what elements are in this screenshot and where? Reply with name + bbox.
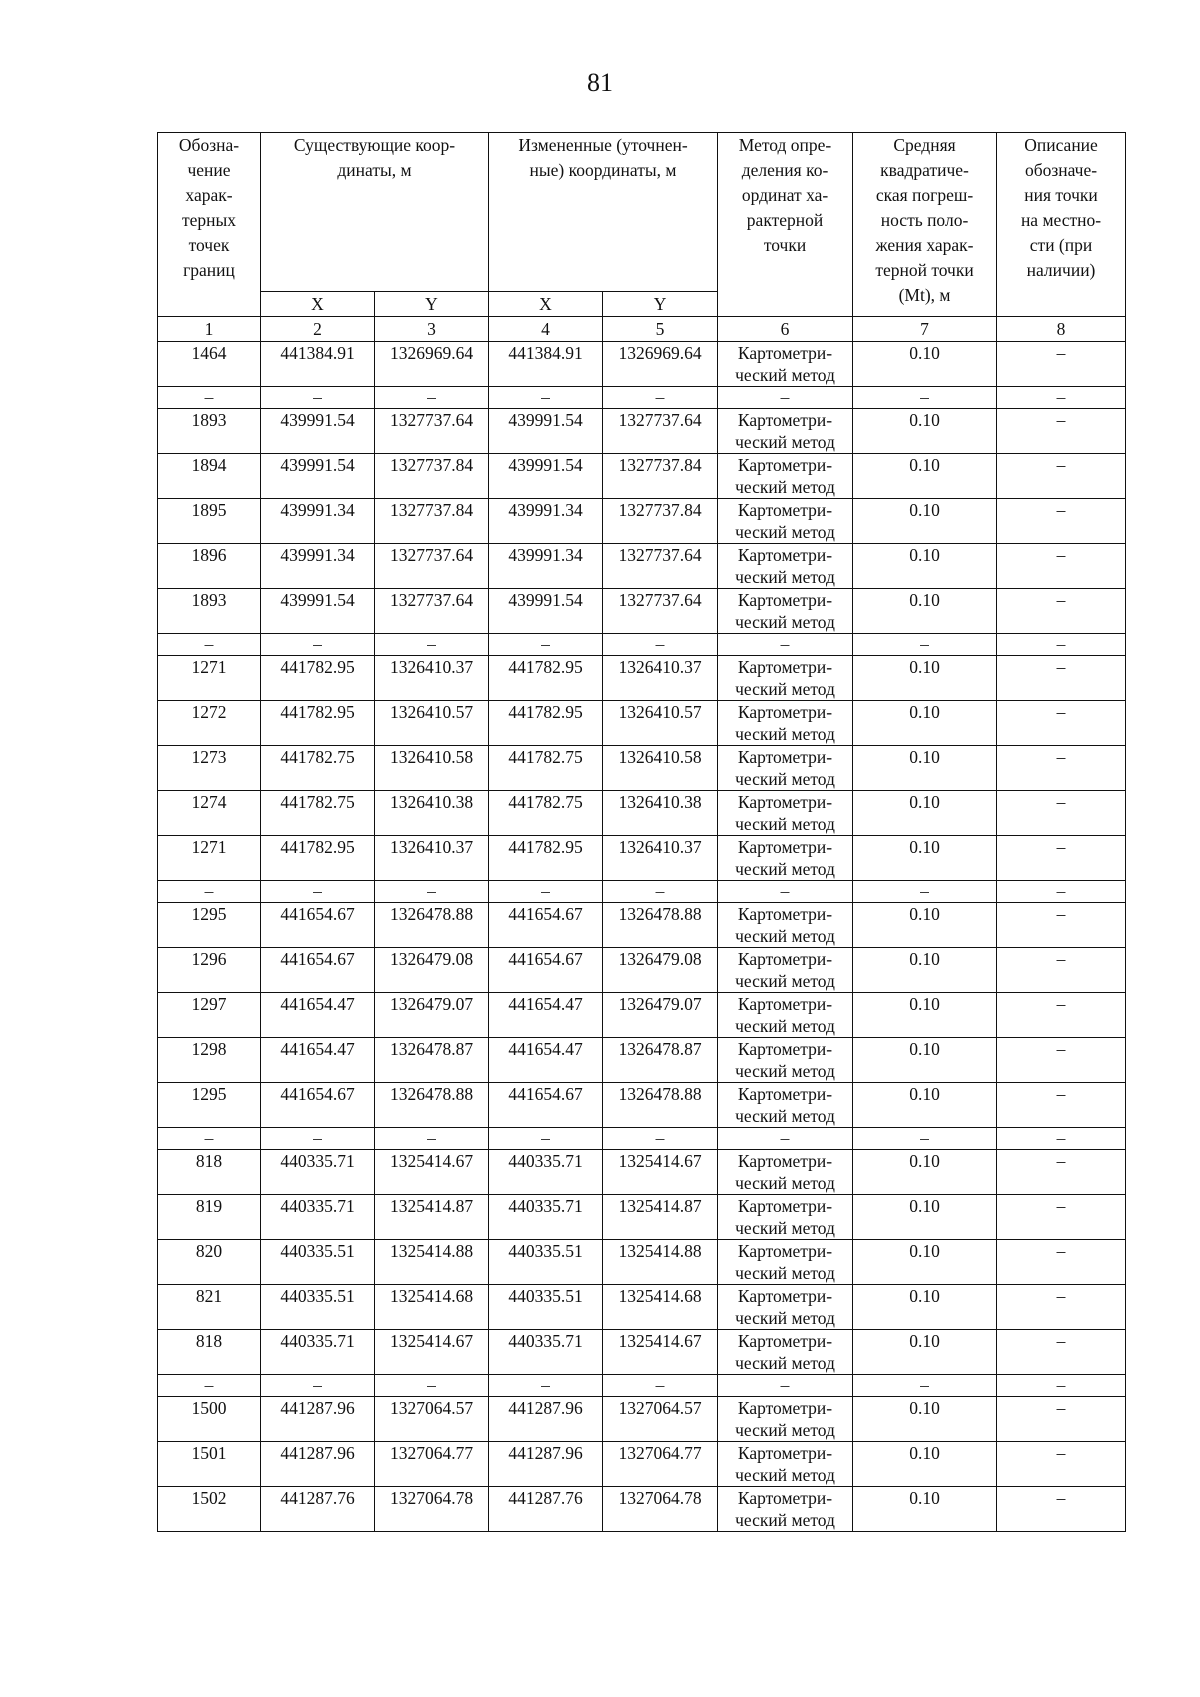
cell-changed-y: 1326478.88 (603, 1083, 718, 1128)
cell-accuracy: 0.10 (853, 1285, 997, 1330)
cell-method: Картометри- ческий метод (718, 1038, 853, 1083)
cell-existing-x: 441287.96 (261, 1397, 375, 1442)
cell-changed-x: 441654.67 (489, 948, 603, 993)
cell-existing-y: 1327064.78 (375, 1487, 489, 1532)
table-row (158, 1038, 1126, 1083)
header-changed-x: X (489, 292, 603, 317)
cell-existing-y: 1325414.67 (375, 1330, 489, 1375)
cell-point-id: 821 (158, 1285, 261, 1330)
cell-description: – (997, 1330, 1126, 1375)
cell-method: Картометри- ческий метод (718, 1487, 853, 1532)
cell-existing-y: 1327737.64 (375, 589, 489, 634)
cell-existing-y: – (375, 881, 489, 903)
header-changed-y: Y (603, 292, 718, 317)
cell-existing-x: 441654.67 (261, 1083, 375, 1128)
cell-method: Картометри- ческий метод (718, 544, 853, 589)
cell-changed-y: 1326478.88 (603, 903, 718, 948)
cell-method: Картометри- ческий метод (718, 948, 853, 993)
cell-changed-x: 439991.54 (489, 454, 603, 499)
column-number: 4 (489, 317, 603, 342)
cell-accuracy: – (853, 1375, 997, 1397)
cell-accuracy: 0.10 (853, 1038, 997, 1083)
cell-description: – (997, 746, 1126, 791)
cell-point-id: 819 (158, 1195, 261, 1240)
column-number: 1 (158, 317, 261, 342)
cell-method: Картометри- ческий метод (718, 1397, 853, 1442)
header-existing-coordinates: Существующие коор- динаты, м (261, 133, 489, 292)
cell-point-id: 1500 (158, 1397, 261, 1442)
cell-existing-y: 1327737.64 (375, 544, 489, 589)
cell-method: Картометри- ческий метод (718, 589, 853, 634)
cell-existing-y: 1326410.57 (375, 701, 489, 746)
table-row (158, 1240, 1126, 1285)
header-accuracy: Средняя квадратиче- ская погреш- ность поло- жения харак- терной точки (Mt), м (853, 133, 997, 317)
cell-accuracy: 0.10 (853, 589, 997, 634)
table-row (158, 454, 1126, 499)
cell-existing-x: 440335.71 (261, 1195, 375, 1240)
cell-method: Картометри- ческий метод (718, 1442, 853, 1487)
cell-accuracy: 0.10 (853, 948, 997, 993)
cell-point-id: 1501 (158, 1442, 261, 1487)
column-number: 3 (375, 317, 489, 342)
cell-changed-y: 1326479.08 (603, 948, 718, 993)
cell-accuracy: 0.10 (853, 791, 997, 836)
table-row (158, 589, 1126, 634)
cell-existing-y: 1326410.38 (375, 791, 489, 836)
cell-method: Картометри- ческий метод (718, 903, 853, 948)
cell-method: Картометри- ческий метод (718, 1083, 853, 1128)
cell-point-id: 1297 (158, 993, 261, 1038)
table-row (158, 701, 1126, 746)
cell-description: – (997, 1442, 1126, 1487)
cell-changed-x: 441782.95 (489, 656, 603, 701)
cell-changed-y: 1326410.57 (603, 701, 718, 746)
cell-description: – (997, 1375, 1126, 1397)
cell-existing-x: 439991.34 (261, 499, 375, 544)
cell-method: Картометри- ческий метод (718, 1195, 853, 1240)
cell-changed-x: – (489, 1375, 603, 1397)
page-number: 81 (587, 68, 613, 97)
table-row (158, 1150, 1126, 1195)
cell-existing-y: 1327064.57 (375, 1397, 489, 1442)
cell-description: – (997, 454, 1126, 499)
cell-changed-y: 1326410.37 (603, 656, 718, 701)
cell-existing-y: 1326479.08 (375, 948, 489, 993)
cell-description: – (997, 903, 1126, 948)
cell-point-id: 1295 (158, 903, 261, 948)
table-row (158, 1397, 1126, 1442)
cell-accuracy: 0.10 (853, 701, 997, 746)
cell-changed-x: 440335.71 (489, 1150, 603, 1195)
cell-description: – (997, 791, 1126, 836)
cell-existing-y: – (375, 1375, 489, 1397)
cell-existing-x: 441384.91 (261, 342, 375, 387)
separator-row (158, 1375, 1126, 1397)
cell-existing-y: 1327064.77 (375, 1442, 489, 1487)
cell-method: Картометри- ческий метод (718, 1240, 853, 1285)
table-row (158, 499, 1126, 544)
cell-changed-x: 439991.54 (489, 589, 603, 634)
cell-description: – (997, 993, 1126, 1038)
cell-changed-x: 440335.71 (489, 1195, 603, 1240)
cell-existing-y: 1325414.87 (375, 1195, 489, 1240)
cell-changed-x: 441654.67 (489, 1083, 603, 1128)
cell-existing-x: 440335.51 (261, 1240, 375, 1285)
cell-description: – (997, 589, 1126, 634)
header-existing-x: X (261, 292, 375, 317)
cell-changed-y: 1326410.58 (603, 746, 718, 791)
cell-accuracy: 0.10 (853, 409, 997, 454)
cell-existing-y: – (375, 634, 489, 656)
cell-accuracy: 0.10 (853, 1195, 997, 1240)
cell-changed-y: 1326479.07 (603, 993, 718, 1038)
cell-existing-x: 441287.76 (261, 1487, 375, 1532)
table-row (158, 1195, 1126, 1240)
cell-changed-y: – (603, 387, 718, 409)
cell-point-id: 818 (158, 1150, 261, 1195)
cell-description: – (997, 1038, 1126, 1083)
cell-accuracy: 0.10 (853, 836, 997, 881)
cell-changed-y: 1327064.77 (603, 1442, 718, 1487)
cell-method: Картометри- ческий метод (718, 656, 853, 701)
table-row (158, 948, 1126, 993)
column-number: 7 (853, 317, 997, 342)
cell-point-id: 1893 (158, 589, 261, 634)
table-row (158, 1285, 1126, 1330)
cell-point-id: 1296 (158, 948, 261, 993)
cell-method: Картометри- ческий метод (718, 409, 853, 454)
cell-changed-x: 440335.51 (489, 1240, 603, 1285)
cell-point-id: 820 (158, 1240, 261, 1285)
cell-existing-x: – (261, 387, 375, 409)
cell-existing-x: 441782.95 (261, 836, 375, 881)
cell-changed-y: – (603, 881, 718, 903)
cell-method: – (718, 1375, 853, 1397)
cell-changed-x: – (489, 1128, 603, 1150)
cell-existing-y: 1326479.07 (375, 993, 489, 1038)
cell-changed-x: 440335.51 (489, 1285, 603, 1330)
cell-description: – (997, 634, 1126, 656)
cell-method: Картометри- ческий метод (718, 993, 853, 1038)
cell-changed-y: 1327737.64 (603, 544, 718, 589)
cell-accuracy: 0.10 (853, 544, 997, 589)
cell-method: – (718, 634, 853, 656)
cell-changed-y: 1327737.64 (603, 409, 718, 454)
cell-changed-x: 439991.54 (489, 409, 603, 454)
cell-existing-x: 440335.71 (261, 1330, 375, 1375)
cell-description: – (997, 409, 1126, 454)
cell-accuracy: 0.10 (853, 1330, 997, 1375)
cell-method: Картометри- ческий метод (718, 499, 853, 544)
table-row (158, 656, 1126, 701)
cell-description: – (997, 881, 1126, 903)
cell-changed-y: – (603, 1375, 718, 1397)
cell-changed-y: – (603, 1128, 718, 1150)
cell-point-id: 1273 (158, 746, 261, 791)
column-number: 8 (997, 317, 1126, 342)
cell-description: – (997, 1487, 1126, 1532)
cell-existing-y: 1326478.88 (375, 903, 489, 948)
cell-description: – (997, 1195, 1126, 1240)
cell-changed-x: 441654.47 (489, 1038, 603, 1083)
cell-accuracy: 0.10 (853, 342, 997, 387)
cell-changed-x: 441287.96 (489, 1442, 603, 1487)
cell-changed-x: 441287.76 (489, 1487, 603, 1532)
cell-changed-x: 440335.71 (489, 1330, 603, 1375)
cell-point-id: 1893 (158, 409, 261, 454)
cell-existing-y: 1325414.67 (375, 1150, 489, 1195)
cell-point-id: – (158, 881, 261, 903)
cell-changed-y: 1326410.38 (603, 791, 718, 836)
cell-existing-y: 1326410.37 (375, 656, 489, 701)
cell-accuracy: 0.10 (853, 903, 997, 948)
cell-point-id: 1271 (158, 836, 261, 881)
cell-existing-x: 440335.71 (261, 1150, 375, 1195)
table-row (158, 1330, 1126, 1375)
column-number: 5 (603, 317, 718, 342)
cell-changed-y: 1326478.87 (603, 1038, 718, 1083)
cell-changed-y: 1325414.67 (603, 1330, 718, 1375)
table-body (158, 342, 1126, 1532)
cell-method: Картометри- ческий метод (718, 701, 853, 746)
cell-accuracy: 0.10 (853, 454, 997, 499)
cell-changed-x: 441782.95 (489, 836, 603, 881)
cell-changed-y: 1325414.68 (603, 1285, 718, 1330)
cell-changed-x: 441654.67 (489, 903, 603, 948)
cell-description: – (997, 1083, 1126, 1128)
table-row (158, 993, 1126, 1038)
cell-point-id: – (158, 634, 261, 656)
table-row (158, 791, 1126, 836)
cell-changed-y: 1327064.57 (603, 1397, 718, 1442)
cell-method: Картометри- ческий метод (718, 836, 853, 881)
separator-row (158, 881, 1126, 903)
cell-description: – (997, 1150, 1126, 1195)
cell-method: Картометри- ческий метод (718, 746, 853, 791)
cell-existing-y: 1327737.84 (375, 499, 489, 544)
cell-point-id: – (158, 1375, 261, 1397)
column-numbers-row (158, 317, 1126, 342)
cell-existing-x: 441654.47 (261, 993, 375, 1038)
cell-changed-x: 441654.47 (489, 993, 603, 1038)
cell-existing-y: 1327737.84 (375, 454, 489, 499)
column-number: 6 (718, 317, 853, 342)
cell-existing-x: 439991.54 (261, 589, 375, 634)
header-method: Метод опре- деления ко- ординат ха- рактерной точки (718, 133, 853, 317)
cell-method: Картометри- ческий метод (718, 791, 853, 836)
cell-existing-x: 441782.95 (261, 656, 375, 701)
cell-changed-x: 441782.75 (489, 791, 603, 836)
cell-existing-x: – (261, 634, 375, 656)
cell-changed-x: 441782.95 (489, 701, 603, 746)
cell-accuracy: – (853, 634, 997, 656)
cell-accuracy: 0.10 (853, 746, 997, 791)
table-row (158, 1083, 1126, 1128)
cell-existing-y: – (375, 387, 489, 409)
cell-accuracy: 0.10 (853, 499, 997, 544)
cell-accuracy: 0.10 (853, 1083, 997, 1128)
cell-changed-x: 441782.75 (489, 746, 603, 791)
cell-description: – (997, 656, 1126, 701)
cell-accuracy: – (853, 881, 997, 903)
cell-description: – (997, 544, 1126, 589)
cell-description: – (997, 342, 1126, 387)
separator-row (158, 1128, 1126, 1150)
table-row (158, 1442, 1126, 1487)
cell-point-id: 1274 (158, 791, 261, 836)
cell-changed-y: – (603, 634, 718, 656)
cell-existing-x: 439991.54 (261, 409, 375, 454)
cell-accuracy: 0.10 (853, 1487, 997, 1532)
column-number: 2 (261, 317, 375, 342)
coordinates-table (157, 132, 1126, 1532)
cell-existing-x: – (261, 1128, 375, 1150)
cell-point-id: 1272 (158, 701, 261, 746)
cell-existing-y: 1325414.68 (375, 1285, 489, 1330)
cell-method: Картометри- ческий метод (718, 1285, 853, 1330)
cell-existing-y: 1326478.88 (375, 1083, 489, 1128)
cell-point-id: 1298 (158, 1038, 261, 1083)
cell-existing-x: – (261, 1375, 375, 1397)
cell-changed-y: 1327737.84 (603, 499, 718, 544)
cell-changed-x: 439991.34 (489, 499, 603, 544)
cell-changed-y: 1325414.67 (603, 1150, 718, 1195)
cell-existing-y: 1326410.58 (375, 746, 489, 791)
cell-changed-y: 1326410.37 (603, 836, 718, 881)
cell-changed-x: – (489, 634, 603, 656)
cell-point-id: 1894 (158, 454, 261, 499)
cell-method: Картометри- ческий метод (718, 342, 853, 387)
cell-method: – (718, 1128, 853, 1150)
cell-existing-x: 441287.96 (261, 1442, 375, 1487)
cell-point-id: 1502 (158, 1487, 261, 1532)
header-existing-y: Y (375, 292, 489, 317)
cell-existing-x: 441654.67 (261, 903, 375, 948)
cell-method: Картометри- ческий метод (718, 454, 853, 499)
cell-changed-x: – (489, 881, 603, 903)
table-row (158, 746, 1126, 791)
cell-existing-y: 1326410.37 (375, 836, 489, 881)
cell-method: Картометри- ческий метод (718, 1150, 853, 1195)
cell-existing-x: 441782.95 (261, 701, 375, 746)
cell-description: – (997, 1397, 1126, 1442)
cell-existing-x: 441782.75 (261, 746, 375, 791)
cell-description: – (997, 499, 1126, 544)
cell-existing-y: 1326969.64 (375, 342, 489, 387)
cell-accuracy: – (853, 1128, 997, 1150)
cell-point-id: 1271 (158, 656, 261, 701)
cell-existing-x: 439991.54 (261, 454, 375, 499)
cell-existing-y: – (375, 1128, 489, 1150)
cell-existing-y: 1326478.87 (375, 1038, 489, 1083)
cell-point-id: 818 (158, 1330, 261, 1375)
cell-changed-y: 1325414.87 (603, 1195, 718, 1240)
cell-changed-y: 1325414.88 (603, 1240, 718, 1285)
cell-changed-x: – (489, 387, 603, 409)
cell-existing-x: 441654.67 (261, 948, 375, 993)
cell-changed-x: 441287.96 (489, 1397, 603, 1442)
cell-existing-y: 1327737.64 (375, 409, 489, 454)
cell-changed-y: 1327737.64 (603, 589, 718, 634)
cell-existing-x: 440335.51 (261, 1285, 375, 1330)
cell-existing-y: 1325414.88 (375, 1240, 489, 1285)
table-row (158, 342, 1126, 387)
cell-description: – (997, 1128, 1126, 1150)
cell-point-id: 1895 (158, 499, 261, 544)
cell-description: – (997, 701, 1126, 746)
header-designation: Обозна- чение харак- терных точек границ (158, 133, 261, 317)
cell-point-id: – (158, 1128, 261, 1150)
cell-point-id: 1295 (158, 1083, 261, 1128)
cell-accuracy: 0.10 (853, 1240, 997, 1285)
cell-changed-x: 439991.34 (489, 544, 603, 589)
cell-description: – (997, 1240, 1126, 1285)
cell-changed-y: 1326969.64 (603, 342, 718, 387)
table-row (158, 903, 1126, 948)
cell-accuracy: 0.10 (853, 656, 997, 701)
table-row (158, 409, 1126, 454)
cell-accuracy: 0.10 (853, 1397, 997, 1442)
cell-existing-x: 439991.34 (261, 544, 375, 589)
separator-row (158, 387, 1126, 409)
cell-accuracy: 0.10 (853, 1442, 997, 1487)
cell-accuracy: 0.10 (853, 993, 997, 1038)
cell-existing-x: 441654.47 (261, 1038, 375, 1083)
cell-point-id: 1896 (158, 544, 261, 589)
cell-method: – (718, 881, 853, 903)
cell-existing-x: 441782.75 (261, 791, 375, 836)
cell-description: – (997, 948, 1126, 993)
cell-description: – (997, 387, 1126, 409)
table-row (158, 1487, 1126, 1532)
cell-accuracy: 0.10 (853, 1150, 997, 1195)
cell-existing-x: – (261, 881, 375, 903)
cell-accuracy: – (853, 387, 997, 409)
header-changed-coordinates: Измененные (уточнен- ные) координаты, м (489, 133, 718, 292)
header-description: Описание обозначе- ния точки на местно- сти (при наличии) (997, 133, 1126, 317)
cell-description: – (997, 836, 1126, 881)
cell-changed-x: 441384.91 (489, 342, 603, 387)
cell-point-id: 1464 (158, 342, 261, 387)
cell-point-id: – (158, 387, 261, 409)
table-row (158, 836, 1126, 881)
cell-description: – (997, 1285, 1126, 1330)
cell-changed-y: 1327064.78 (603, 1487, 718, 1532)
cell-method: – (718, 387, 853, 409)
cell-changed-y: 1327737.84 (603, 454, 718, 499)
table-row (158, 544, 1126, 589)
separator-row (158, 634, 1126, 656)
cell-method: Картометри- ческий метод (718, 1330, 853, 1375)
